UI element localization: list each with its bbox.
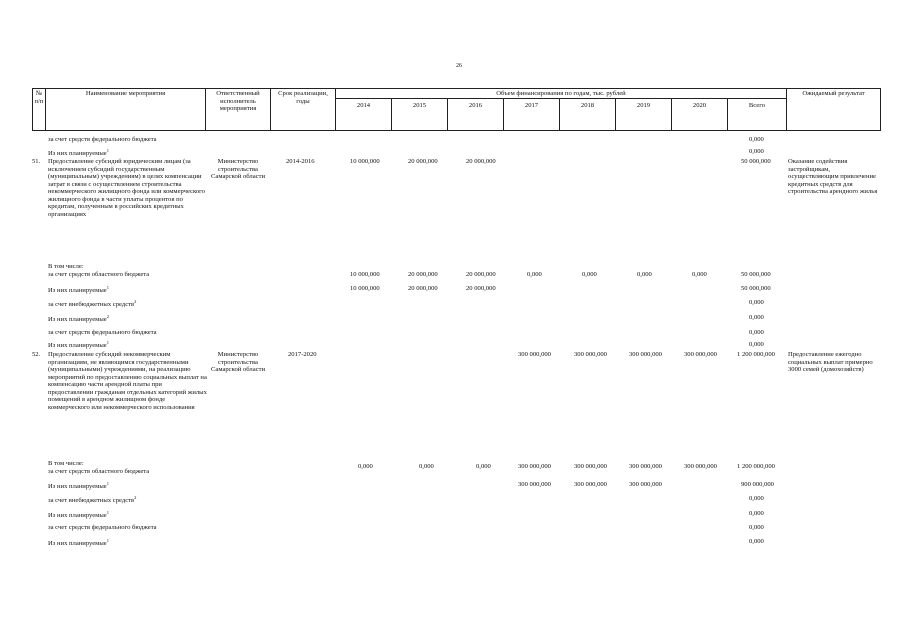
header-responsible: Ответственный исполнитель мероприятия: [216, 90, 260, 113]
row52-planned3-label: Из них планируемые$^1$: [48, 538, 109, 547]
year-total: Всего: [748, 102, 766, 109]
row51-planned2-label: Из них планируемые$^2$: [48, 314, 109, 323]
row51-2016: 20 000,000: [466, 158, 496, 165]
row52-planned1-2019: 300 000,000: [629, 481, 662, 488]
row51-total: 50 000,000: [741, 158, 771, 165]
header-num: № п/п: [34, 90, 44, 105]
year-2017: 2017: [524, 102, 539, 109]
row52-regional-2017: 300 000,000: [518, 463, 551, 470]
row51-regional-label: за счет средств областного бюджета: [48, 271, 150, 278]
row52-responsible: Министерство строительства Самарской области: [211, 351, 265, 374]
row52-intro: В том числе:: [48, 460, 84, 467]
row52-regional-2019: 300 000,000: [629, 463, 662, 470]
row51-responsible: Министерство строительства Самарской области: [211, 158, 265, 181]
row52-planned1-2017: 300 000,000: [518, 481, 551, 488]
row51-planned1-label: Из них планируемые$^1$: [48, 285, 109, 294]
row51-planned1-2015: 20 000,000: [408, 285, 438, 292]
row52-planned2-total: 0,000: [749, 510, 764, 517]
row51-planned1-2016: 20 000,000: [466, 285, 496, 292]
header-term: Срок реализации, годы: [278, 90, 328, 105]
row52-num: 52.: [32, 351, 41, 358]
row51-regional-2018: 0,000: [582, 271, 597, 278]
row51-regional-2014: 10 000,000: [350, 271, 380, 278]
year-2014: 2014: [356, 102, 371, 109]
row51-regional-total: 50 000,000: [741, 271, 771, 278]
row52-term: 2017-2020: [288, 351, 317, 358]
row52-regional-2020: 300 000,000: [684, 463, 717, 470]
top-federal-total: 0,000: [749, 136, 764, 143]
row51-2014: 10 000,000: [350, 158, 380, 165]
row51-name: Предоставление субсидий юридическим лицам (за исключением субсидий государственным (муниципальным) учреждениям) в целях компенсации затрат в связи с осуществлением строительства некоммерческого жилищного фонда или коммерческого жилищного фонда в части уплаты процентов по кредитам, полученным в российских кредитных организациях: [48, 158, 205, 219]
row52-regional-2018: 300 000,000: [574, 463, 607, 470]
row52-2017: 300 000,000: [518, 351, 551, 358]
row52-planned2-label: Из них планируемые$^1$: [48, 510, 109, 519]
row51-federal-total: 0,000: [749, 329, 764, 336]
year-2015: 2015: [412, 102, 427, 109]
row52-result: Предоставление ежегодно социальных выплат примерно 3000 семей (домохозяйств): [788, 351, 873, 374]
row52-extra-label: за счет внебюджетных средств$^2$: [48, 495, 137, 504]
row51-federal-label: за счет средств федерального бюджета: [48, 329, 157, 336]
row51-term: 2014-2016: [286, 158, 315, 165]
page-number: 26: [456, 63, 462, 69]
row51-regional-2016: 20 000,000: [466, 271, 496, 278]
top-planned-total: 0,000: [749, 148, 764, 155]
year-2020: 2020: [692, 102, 707, 109]
row52-2020: 300 000,000: [684, 351, 717, 358]
top-federal-label: за счет средств федерального бюджета: [48, 136, 157, 143]
row52-planned1-2018: 300 000,000: [574, 481, 607, 488]
row52-regional-2014: 0,000: [358, 463, 373, 470]
header-result: Ожидаемый результат: [802, 90, 865, 97]
row52-federal-label: за счет средств федерального бюджета: [48, 524, 157, 531]
row51-planned3-label: Из них планируемые$^1$: [48, 340, 109, 349]
year-2019: 2019: [636, 102, 651, 109]
row52-regional-label: за счет средств областного бюджета: [48, 468, 150, 475]
row51-planned2-total: 0,000: [749, 314, 764, 321]
row52-planned1-label: Из них планируемые$^1$: [48, 481, 109, 490]
top-planned-label: Из них планируемые$^1$: [48, 148, 109, 157]
row52-extra-total: 0,000: [749, 495, 764, 502]
row52-2018: 300 000,000: [574, 351, 607, 358]
header-name: Наименование мероприятия: [85, 90, 166, 97]
row52-total: 1 200 000,000: [737, 351, 775, 358]
row51-regional-2015: 20 000,000: [408, 271, 438, 278]
header-funding: Объем финансирования по годам, тыс. рублей: [496, 90, 626, 97]
row51-regional-2020: 0,000: [692, 271, 707, 278]
year-2016: 2016: [468, 102, 483, 109]
row51-result: Оказание содействия застройщикам, осуществляющим привлечение кредитных средств для строительства арендного жилья: [788, 158, 878, 196]
row51-planned1-total: 50 000,000: [741, 285, 771, 292]
row52-2019: 300 000,000: [629, 351, 662, 358]
row51-extra-total: 0,000: [749, 299, 764, 306]
row52-regional-2015: 0,000: [419, 463, 434, 470]
row52-regional-total: 1 200 000,000: [737, 463, 775, 470]
row51-planned3-total: 0,000: [749, 341, 764, 348]
row51-extra-label: за счет внебюджетных средств$^2$: [48, 299, 137, 308]
row51-planned1-2014: 10 000,000: [350, 285, 380, 292]
row52-regional-2016: 0,000: [476, 463, 491, 470]
row52-planned1-total: 900 000,000: [741, 481, 774, 488]
row51-regional-2017: 0,000: [527, 271, 542, 278]
row51-num: 51.: [32, 158, 41, 165]
row51-2015: 20 000,000: [408, 158, 438, 165]
row51-regional-2019: 0,000: [637, 271, 652, 278]
row52-name: Предоставление субсидий некоммерческим организациям, не являющимся государственными (муниципальными) учреждениями, на реализацию мероприятий по предоставлению социальных выплат на компенсацию части арендной платы при предоставлении гражданам отдельных категорий жилых помещений в арендном жилищном фонде коммерческого или некоммерческого использования: [48, 351, 207, 412]
year-2018: 2018: [580, 102, 595, 109]
row52-planned3-total: 0,000: [749, 538, 764, 545]
row52-federal-total: 0,000: [749, 524, 764, 531]
row51-intro: В том числе:: [48, 263, 84, 270]
